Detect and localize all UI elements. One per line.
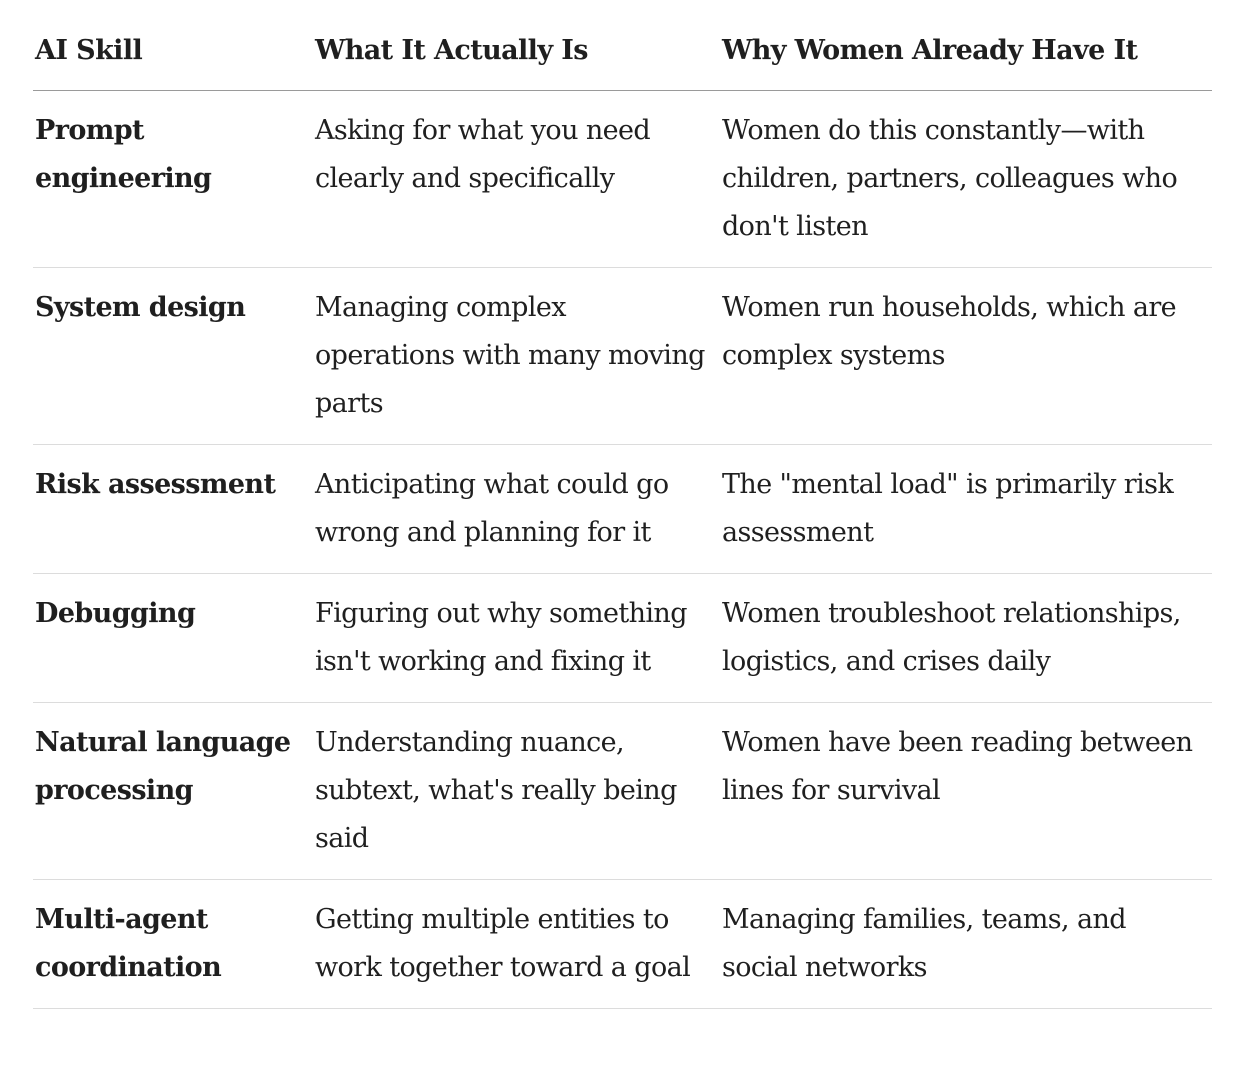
what-text: Asking for what you need clearly and specifically [315, 115, 651, 194]
what-text: Getting multiple entities to work together toward a goal [315, 904, 691, 983]
skill-cell [33, 574, 313, 703]
skill-name: System design [35, 292, 246, 323]
table-row [33, 880, 1212, 1009]
why-cell [720, 880, 1212, 1009]
table-row [33, 268, 1212, 445]
why-text: Women run households, which are complex systems [722, 292, 1177, 371]
what-text: Understanding nuance, subtext, what's really being said [315, 727, 677, 854]
why-cell [720, 703, 1212, 880]
skill-cell [33, 91, 313, 268]
skill-cell [33, 445, 313, 574]
table-header [33, 0, 1212, 91]
why-cell [720, 574, 1212, 703]
ai-skills-table [33, 0, 1212, 1009]
table-body [33, 91, 1212, 1009]
header-label: AI Skill [35, 35, 143, 66]
header-what-it-is [313, 0, 720, 91]
what-cell [313, 880, 720, 1009]
what-text: Figuring out why something isn't working and fixing it [315, 598, 687, 677]
what-text: Anticipating what could go wrong and planning for it [315, 469, 669, 548]
why-text: Women troubleshoot relationships, logistics, and crises daily [722, 598, 1181, 677]
table-row [33, 91, 1212, 268]
skill-cell [33, 268, 313, 445]
table-row [33, 445, 1212, 574]
skill-name: Natural language processing [35, 727, 291, 806]
skill-name: Prompt engineering [35, 115, 212, 194]
what-cell [313, 574, 720, 703]
skill-name: Multi-agent coordination [35, 904, 222, 983]
table-row [33, 703, 1212, 880]
why-text: Managing families, teams, and social networks [722, 904, 1126, 983]
skill-name: Risk assessment [35, 469, 276, 500]
header-why-women [720, 0, 1212, 91]
why-text: Women do this constantly—with children, partners, colleagues who don't listen [722, 115, 1178, 242]
table-row [33, 574, 1212, 703]
what-cell [313, 268, 720, 445]
header-row [33, 0, 1212, 91]
header-label: What It Actually Is [315, 35, 588, 66]
header-ai-skill [33, 0, 313, 91]
what-text: Managing complex operations with many moving parts [315, 292, 705, 419]
comparison-table-container [33, 0, 1212, 1009]
skill-name: Debugging [35, 598, 196, 629]
why-cell [720, 91, 1212, 268]
why-cell [720, 268, 1212, 445]
what-cell [313, 703, 720, 880]
skill-cell [33, 880, 313, 1009]
why-text: Women have been reading between lines for survival [722, 727, 1193, 806]
why-text: The "mental load" is primarily risk assessment [722, 469, 1174, 548]
header-label: Why Women Already Have It [722, 35, 1138, 66]
what-cell [313, 445, 720, 574]
skill-cell [33, 703, 313, 880]
why-cell [720, 445, 1212, 574]
what-cell [313, 91, 720, 268]
